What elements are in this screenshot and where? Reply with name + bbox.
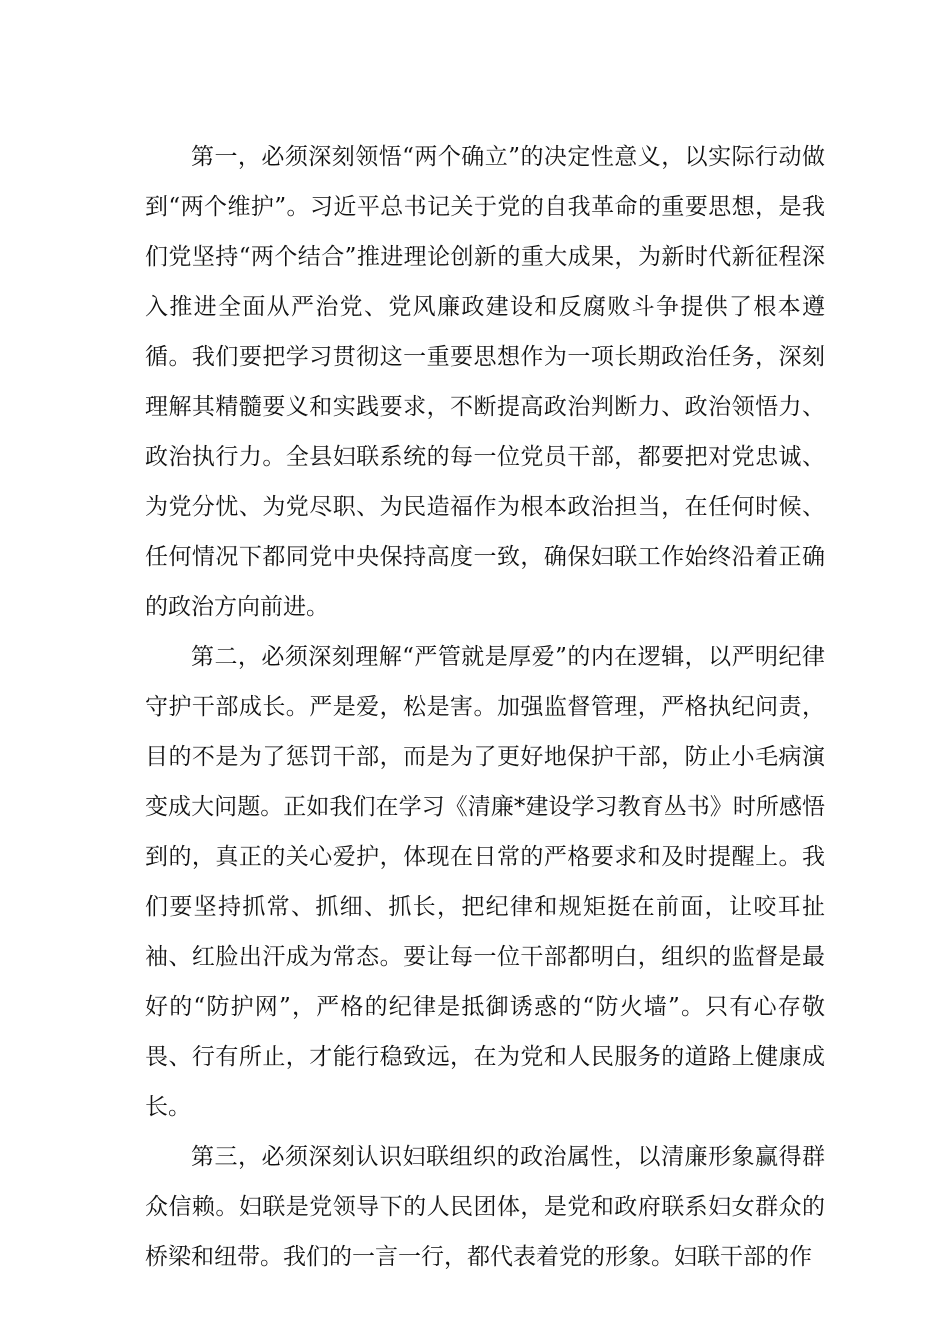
paragraph-first: 第一，必须深刻领悟“两个确立”的决定性意义，以实际行动做到“两个维护”。习近平总书记关于党的自我革命的重要思想，是我们党坚持“两个结合”推进理论创新的重大成果，为新时代新征程深入推进全面从严治党、党风廉政建设和反腐败斗争提供了根本遵循。我们要把学习贯彻这一重要思想作为一项长期政治任务，深刻理解其精髓要义和实践要求，不断提高政治判断力、政治领悟力、政治执行力。全县妇联系统的每一位党员干部，都要把对党忠诚、为党分忧、为党尽职、为民造福作为根本政治担当，在任何时候、任何情况下都同党中央保持高度一致，确保妇联工作始终沿着正确的政治方向前进。 bbox=[145, 144, 825, 620]
document-body bbox=[145, 132, 825, 1282]
paragraph-second: 第二，必须深刻理解“严管就是厚爱”的内在逻辑，以严明纪律守护干部成长。严是爱，松是害。加强监督管理，严格执纪问责，目的不是为了惩罚干部，而是为了更好地保护干部，防止小毛病演变成大问题。正如我们在学习《清廉*建设学习教育丛书》时所感悟到的，真正的关心爱护，体现在日常的严格要求和及时提醒上。我们要坚持抓常、抓细、抓长，把纪律和规矩挺在前面，让咬耳扯袖、红脸出汗成为常态。要让每一位干部都明白，组织的监督是最好的“防护网”，严格的纪律是抵御诱惑的“防火墙”。只有心存敬畏、行有所止，才能行稳致远，在为党和人民服务的道路上健康成长。 bbox=[145, 644, 825, 1120]
paragraph-third: 第三，必须深刻认识妇联组织的政治属性，以清廉形象赢得群众信赖。妇联是党领导下的人民团体，是党和政府联系妇女群众的桥梁和纽带。我们的一言一行，都代表着党的形象。妇联干部的作 bbox=[145, 1144, 825, 1270]
